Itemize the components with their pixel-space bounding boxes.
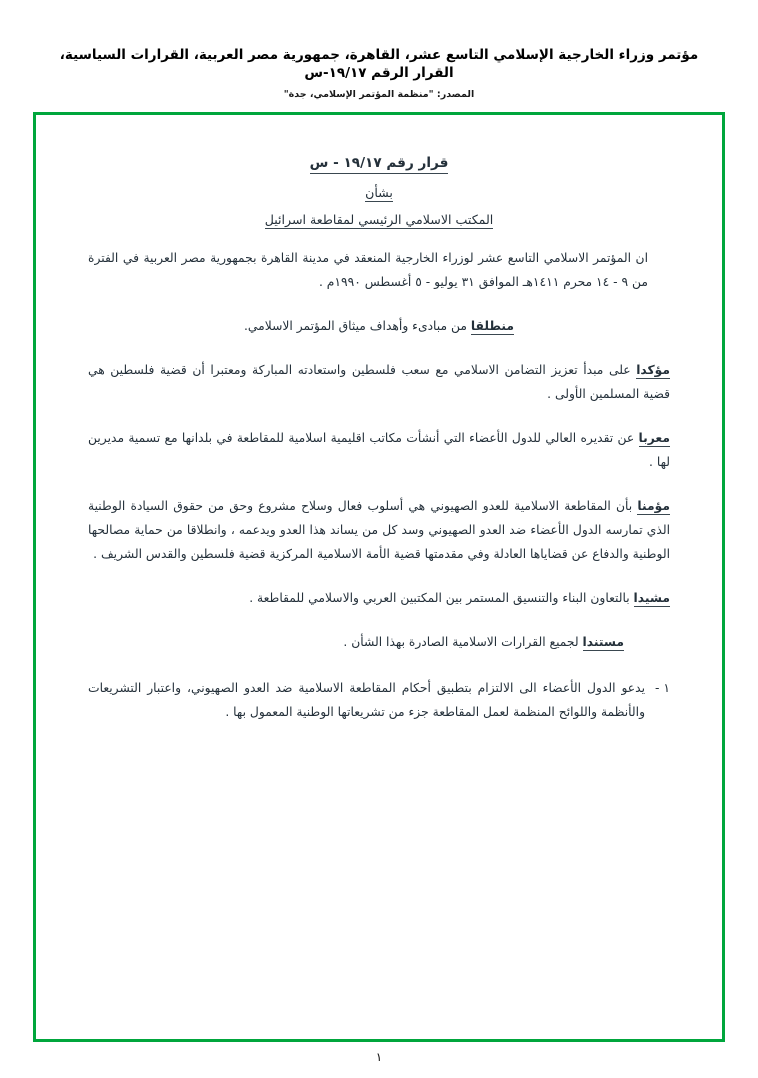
paragraph-5-lead: مستندا [582, 634, 624, 649]
subject-label-text: بشأن [365, 185, 393, 200]
paragraph-5-text: لجميع القرارات الاسلامية الصادرة بهذا الشأن . [343, 634, 583, 649]
clause-1-number: ١ - [655, 680, 670, 695]
clause-1 [88, 677, 670, 725]
paragraph-2-lead: معربا [638, 430, 670, 445]
clause-1-text: يدعو الدول الأعضاء الى الالتزام بتطبيق أحكام المقاطعة الاسلامية ضد العدو الصهيوني، واعتبار التشريعات والأنظمة واللوائح المنظمة لعمل المقاطعة جزء من تشريعاتها الوطنية المعمول بها . [88, 680, 646, 719]
page-number: ١ [375, 1050, 383, 1064]
resolution-subject-label [88, 185, 670, 200]
paragraph-0-text: من مبادىء وأهداف ميثاق المؤتمر الاسلامي. [244, 318, 471, 333]
paragraph-4-lead: مشيدا [633, 590, 670, 605]
document-body [36, 115, 722, 1039]
page-header [0, 0, 758, 100]
preamble-text: ان المؤتمر الاسلامي التاسع عشر لوزراء الخارجية المنعقد في مدينة القاهرة بجمهورية مصر العربية في الفترة من ٩ - ١٤ محرم ١٤١١هـ الموافق ٣١ يوليو - ٥ أغسطس ١٩٩٠م . [88, 251, 648, 289]
resolution-title-text: قرار رقم ١٩/١٧ - س [310, 155, 449, 174]
paragraph-1-text: على مبدأ تعزيز التضامن الاسلامي مع سعب فلسطين واستعادته المباركة ومعتبرا أن قضية فلسطين هي قضية المسلمين الأولى . [88, 362, 670, 401]
paragraph-2 [88, 427, 670, 475]
resolution-title [88, 155, 670, 171]
preamble-paragraph [88, 247, 670, 295]
paragraph-4-text: بالتعاون البناء والتنسيق المستمر بين المكتبين العربي والاسلامي للمقاطعة . [249, 590, 634, 605]
paragraph-1-lead: مؤكدا [636, 362, 670, 377]
paragraph-5 [88, 631, 670, 655]
paragraph-3 [88, 495, 670, 567]
paragraph-3-lead: مؤمنا [637, 498, 670, 513]
paragraph-1 [88, 359, 670, 407]
paragraph-4 [88, 587, 670, 611]
resolution-topic [88, 212, 670, 227]
paragraph-0-lead: منطلقا [470, 318, 514, 333]
header-source: المصدر: "منظمة المؤتمر الإسلامي، جدة" [283, 89, 475, 101]
paragraph-2-text: عن تقديره العالي للدول الأعضاء التي أنشأت مكاتب اقليمية اسلامية للمقاطعة في بلدانها مع تسمية مديرين لها . [88, 430, 670, 469]
document-frame [33, 112, 725, 1042]
header-title: مؤتمر وزراء الخارجية الإسلامي التاسع عشر، القاهرة، جمهورية مصر العربية، القرارات السياسية، القرار الرقم ١٩/١٧-س [59, 47, 699, 82]
paragraph-3-text: بأن المقاطعة الاسلامية للعدو الصهيوني هي أسلوب فعال وسلاح مشروع وحق من حقوق السيادة الوطنية الذي تمارسه الدول الأعضاء ضد العدو الصهيوني وسد كل من يساند هذا العدو ويدعمه ، وانطلاقا من حماية مصالحها الوطنية والدفاع عن قضاياها العادلة وفي مقدمتها قضية الأمة الاسلامية المركزية قضية فلسطين والقدس الشريف . [88, 498, 670, 561]
topic-text: المكتب الاسلامي الرئيسي لمقاطعة اسرائيل [264, 212, 494, 227]
paragraph-0 [88, 315, 670, 339]
